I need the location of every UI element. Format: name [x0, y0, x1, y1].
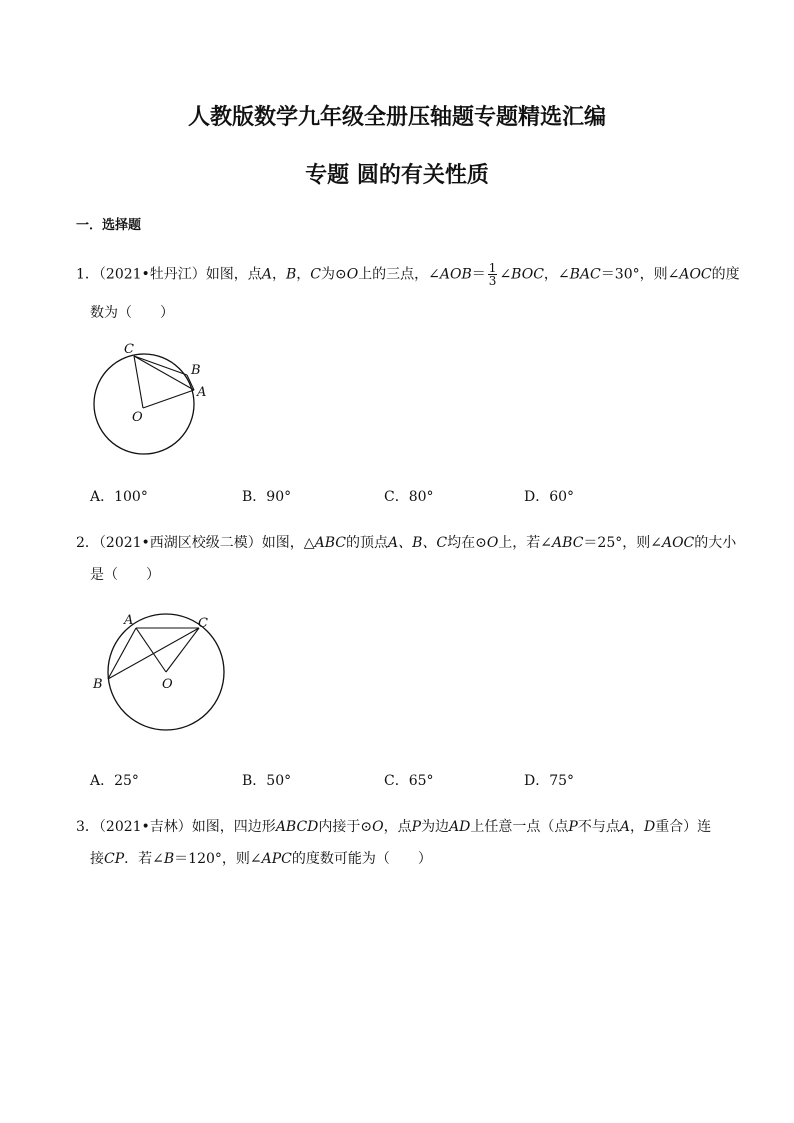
q1-label-b: B: [191, 363, 201, 378]
q1-label-o: O: [132, 410, 143, 425]
q2-label-a: A: [124, 613, 134, 628]
document-subtitle: 专题 圆的有关性质: [305, 163, 489, 188]
q3-line1: 3．（2021•吉林）如图，四边形ABCD内接于⊙O，点P为边AD上任意一点（点P不与点A，D重合）连: [76, 819, 712, 835]
q1-label-a: A: [197, 385, 207, 400]
q2-label-o: O: [162, 677, 173, 692]
q1-option-d[interactable]: D．60°: [524, 489, 575, 505]
q1-option-c[interactable]: C．80°: [384, 489, 434, 505]
q1-option-b[interactable]: B．90°: [242, 489, 292, 505]
section-heading: 一．选择题: [76, 218, 142, 233]
q2-label-c: C: [198, 616, 208, 631]
q3-line2: 接CP．若∠B＝120°，则∠APC的度数可能为（ ）: [90, 851, 432, 867]
fraction-one-third: $\frac{1}{3}$: [488, 261, 497, 288]
q2-line2: 是（ ）: [90, 567, 160, 583]
q2-line1: 2．（2021•西湖区校级二模）如图，△ABC的顶点A、B、C均在⊙O上，若∠ABC＝25°，则∠AOC的大小: [76, 535, 737, 551]
q2-option-d[interactable]: D．75°: [524, 773, 575, 789]
q1-circle-figure: [84, 336, 224, 476]
document-title: 人教版数学九年级全册压轴题专题精选汇编: [187, 105, 606, 130]
q1-option-a[interactable]: A．100°: [90, 489, 148, 505]
q2-label-b: B: [93, 677, 103, 692]
q2-circle-figure: [88, 608, 238, 748]
q2-option-b[interactable]: B．50°: [242, 773, 292, 789]
q1-line2: 数为（ ）: [90, 305, 174, 321]
q1-label-c: C: [124, 342, 134, 357]
q2-option-a[interactable]: A．25°: [90, 773, 139, 789]
q1-line1: 1．（2021•牡丹江）如图，点A，B，C为⊙O上的三点，∠AOB＝ $\frac{1}{3}$ ∠BOC，∠BAC＝30°，则∠AOC的度: [76, 261, 740, 288]
q2-option-c[interactable]: C．65°: [384, 773, 434, 789]
